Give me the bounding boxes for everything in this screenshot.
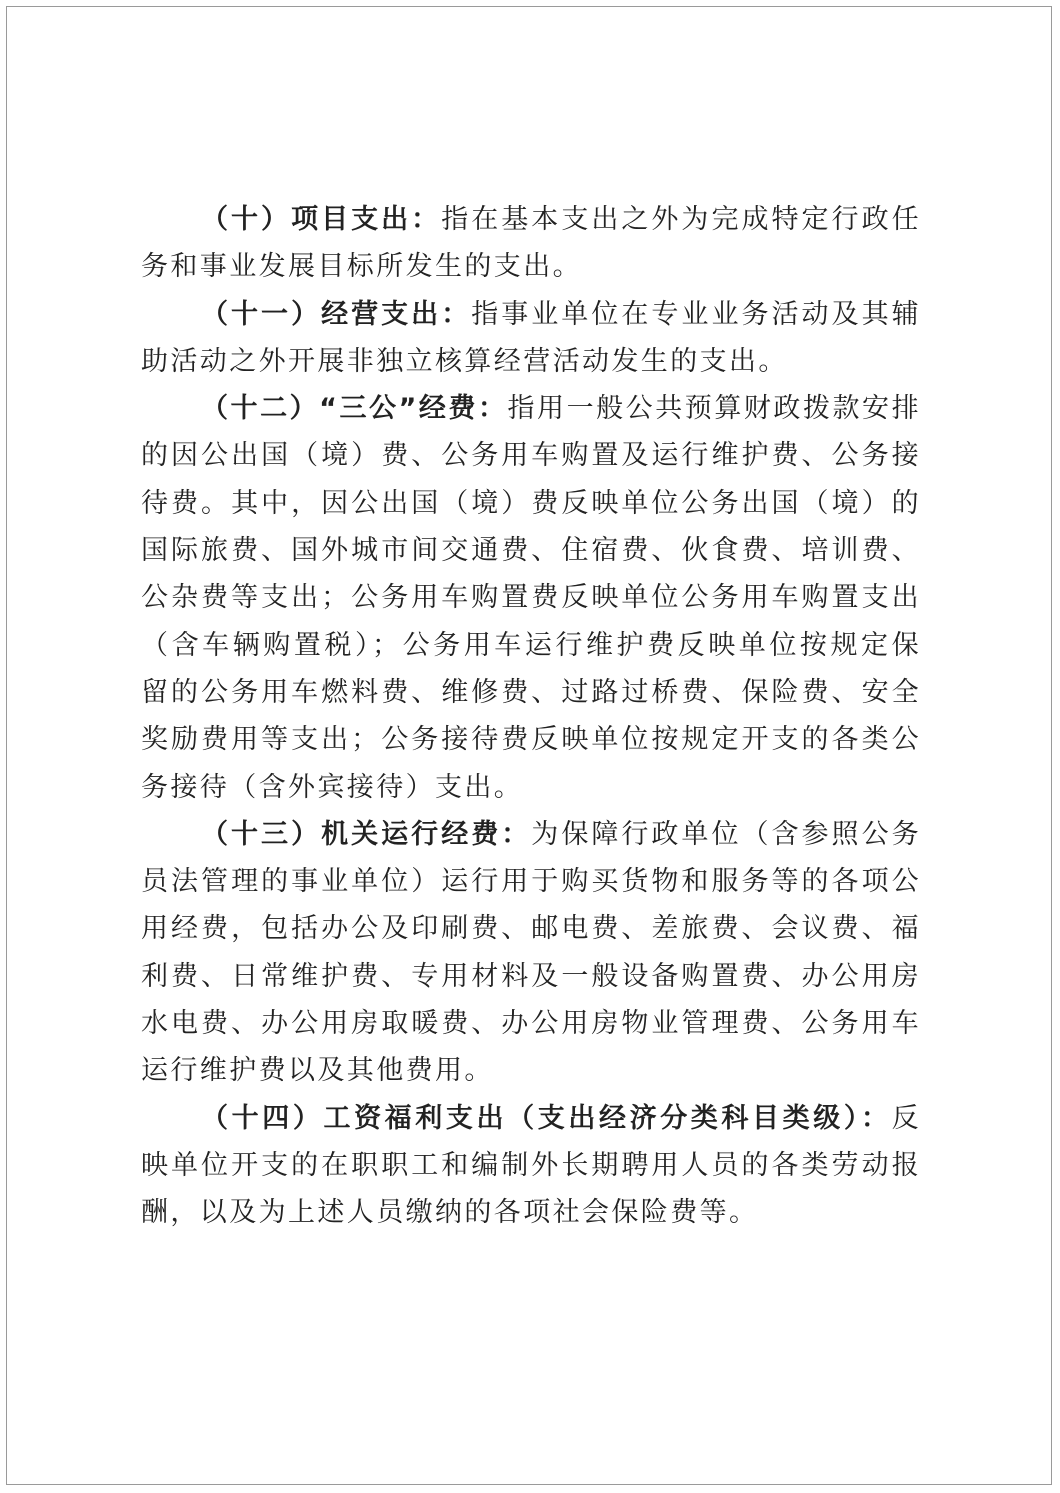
paragraph-project-expenditure	[141, 196, 921, 291]
definition-agency-operating-funds: 为保障行政单位（含参照公务员法管理的事业单位）运行用于购买货物和服务等的各项公用经费，包括办公及印刷费、邮电费、差旅费、会议费、福利费、日常维护费、专用材料及一般设备购置费、办公用房水电费、办公用房取暖费、办公用房物业管理费、公务用车运行维护费以及其他费用。	[141, 818, 922, 1087]
definition-wage-welfare-expenditure: 反映单位开支的在职职工和编制外长期聘用人员的各类劳动报酬，以及为上述人员缴纳的各项社会保险费等。	[141, 1102, 921, 1229]
term-project-expenditure: （十）项目支出：	[201, 204, 442, 235]
document-body	[141, 196, 921, 1237]
definition-operating-expenditure: 指事业单位在专业业务活动及其辅助活动之外开展非独立核算经营活动发生的支出。	[141, 298, 921, 377]
paragraph-three-public-expenses	[141, 385, 921, 811]
paragraph-operating-expenditure	[141, 291, 921, 386]
definition-three-public-expenses: 指用一般公共预算财政拨款安排的因公出国（境）费、公务用车购置及运行维护费、公务接待费。其中，因公出国（境）费反映单位公务出国（境）的国际旅费、国外城市间交通费、住宿费、伙食费、培训费、公杂费等支出；公务用车购置费反映单位公务用车购置支出（含车辆购置税）；公务用车运行维护费反映单位按规定保留的公务用车燃料费、维修费、过路过桥费、保险费、安全奖励费用等支出；公务接待费反映单位按规定开支的各类公务接待（含外宾接待）支出。	[141, 393, 921, 803]
paragraph-wage-welfare-expenditure	[141, 1095, 921, 1237]
term-three-public-expenses: （十二）“三公”经费：	[201, 393, 508, 425]
paragraph-agency-operating-funds	[141, 811, 921, 1095]
term-wage-welfare-expenditure: （十四）工资福利支出（支出经济分类科目类级）：	[201, 1102, 892, 1134]
term-agency-operating-funds: （十三）机关运行经费：	[201, 818, 532, 850]
definition-project-expenditure: 指在基本支出之外为完成特定行政任务和事业发展目标所发生的支出。	[141, 204, 922, 283]
term-operating-expenditure: （十一）经营支出：	[201, 298, 472, 330]
